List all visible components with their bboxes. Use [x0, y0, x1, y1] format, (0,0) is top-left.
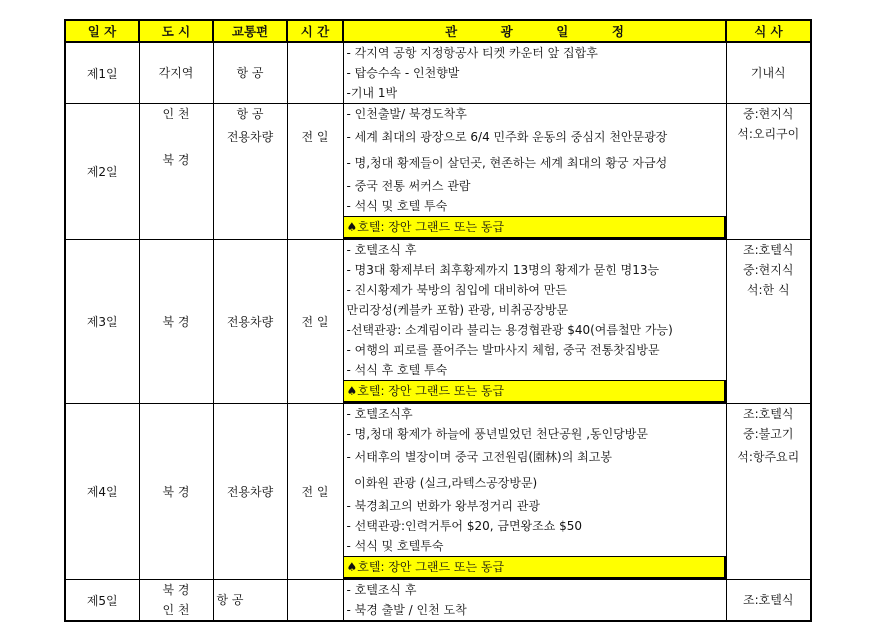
city: 북 경	[162, 314, 190, 329]
meal: 기내식	[750, 66, 786, 80]
schedule-line: - 각지역 공항 지정항공사 티켓 카운터 앞 집합후	[346, 46, 598, 60]
day-label: 제4일	[65, 404, 139, 580]
day-label: 제3일	[65, 240, 139, 404]
hotel-line: ♠호텔: 장안 그랜드 또는 동급	[344, 216, 726, 239]
city: 북 경	[162, 153, 190, 167]
city-cell	[139, 580, 213, 622]
transport: 항 공	[236, 107, 264, 121]
meal: 중:불고기	[743, 427, 794, 441]
schedule-line: 이화원 관광 (실크,라텍스공장방문)	[346, 476, 538, 490]
schedule-line: - 여행의 피로를 풀어주는 발마사지 체험, 중국 전통찻집방문	[346, 343, 660, 357]
spade-icon: ♠	[346, 220, 358, 234]
city: 인 천	[162, 603, 190, 617]
header-transport: 교통편	[213, 20, 287, 42]
itinerary-table	[64, 19, 812, 622]
transport-cell	[213, 42, 287, 104]
time: 전 일	[301, 130, 329, 144]
transport: 전용차량	[226, 314, 274, 329]
schedule-line: - 서태후의 별장이며 중국 고전원림(園林)의 최고봉	[346, 450, 612, 464]
schedule-cell	[343, 404, 726, 580]
schedule-line: - 호텔조식 후	[346, 243, 417, 257]
meal-cell	[726, 104, 811, 240]
meal: 석:한 식	[746, 283, 790, 297]
header-schedule: 관 광 일 정	[343, 20, 726, 42]
transport-cell	[213, 404, 287, 580]
transport-cell	[213, 240, 287, 404]
hotel-line: ♠호텔: 장안 그랜드 또는 동급	[344, 380, 726, 403]
meal: 조:호텔식	[743, 243, 794, 257]
meal: 석:오리구이	[737, 127, 800, 141]
schedule-line: 만리장성(케블카 포함) 관광, 비취공장방문	[346, 303, 569, 317]
meal: 조:호텔식	[743, 593, 794, 607]
transport: 항 공	[236, 66, 264, 80]
schedule-cell	[343, 580, 726, 622]
city-cell	[139, 240, 213, 404]
header-row	[65, 20, 811, 42]
schedule-line: - 세계 최대의 광장으로 6/4 민주화 운동의 중심지 천안문광장	[346, 130, 668, 144]
time-cell	[287, 580, 343, 622]
day-label: 제1일	[65, 42, 139, 104]
header-meal: 식 사	[726, 20, 811, 42]
meal-cell	[726, 404, 811, 580]
meal-cell	[726, 240, 811, 404]
schedule-line: - 북경최고의 번화가 왕부정거리 관광	[346, 499, 540, 513]
transport: 전용차량	[226, 130, 274, 144]
schedule-line: - 명,청대 황제들이 살던곳, 현존하는 세계 최대의 황궁 자금성	[346, 156, 668, 170]
day-row-3	[65, 240, 811, 404]
schedule-line: - 호텔조식 후	[346, 583, 417, 597]
header-day: 일 자	[65, 20, 139, 42]
transport-cell	[213, 104, 287, 240]
meal-cell	[726, 580, 811, 622]
schedule-line: - 인천출발/ 북경도착후	[346, 107, 467, 121]
day-row-1	[65, 42, 811, 104]
meal: 조:호텔식	[743, 407, 794, 421]
schedule-cell	[343, 104, 726, 240]
meal: 중:현지식	[743, 107, 794, 121]
hotel-line: ♠호텔: 장안 그랜드 또는 동급	[344, 556, 726, 579]
spade-icon: ♠	[346, 560, 358, 574]
spade-icon: ♠	[346, 384, 358, 398]
schedule-line: - 석식 후 호텔 투숙	[346, 363, 448, 377]
time-cell: 전 일	[287, 404, 343, 580]
schedule-line: - 탑승수속 - 인천향발	[346, 66, 460, 80]
schedule-line: - 명3대 황제부터 최후황제까지 13명의 황제가 묻힌 명13능	[346, 263, 660, 277]
day-row-2	[65, 104, 811, 240]
schedule-line: - 중국 전통 써커스 관람	[346, 179, 471, 193]
city: 북 경	[162, 583, 190, 597]
day-label: 제5일	[65, 580, 139, 622]
schedule-line: - 진시황제가 북방의 침입에 대비하여 만든	[346, 283, 567, 297]
meal: 중:현지식	[743, 263, 794, 277]
transport: 전용차량	[226, 484, 274, 499]
city-cell	[139, 404, 213, 580]
transport-cell	[213, 580, 287, 622]
header-city: 도 시	[139, 20, 213, 42]
day-label: 제2일	[65, 104, 139, 240]
schedule-line: - 명,청대 황제가 하늘에 풍년빌었던 천단공원 ,동인당방문	[346, 427, 648, 441]
schedule-line: -기내 1박	[346, 86, 398, 100]
schedule-cell	[343, 42, 726, 104]
schedule-cell	[343, 240, 726, 404]
meal: 석:항주요리	[737, 450, 800, 464]
schedule-line: - 석식 및 호텔투숙	[346, 539, 444, 553]
time-cell	[287, 104, 343, 240]
transport: 항 공	[216, 593, 244, 607]
city-cell	[139, 42, 213, 104]
city: 인 천	[162, 107, 190, 121]
schedule-line: -선택관광: 소계림이라 불리는 용경협관광 $40(여름철만 가능)	[346, 323, 673, 337]
schedule-line: - 석식 및 호텔 투숙	[346, 199, 448, 213]
city: 각지역	[158, 66, 194, 80]
meal-cell	[726, 42, 811, 104]
schedule-line: - 선택관광:인력거투어 $20, 금면왕조쇼 $50	[346, 519, 583, 533]
city-cell	[139, 104, 213, 240]
schedule-line: - 북경 출발 / 인천 도착	[346, 603, 467, 617]
city: 북 경	[162, 484, 190, 499]
day-row-5	[65, 580, 811, 622]
day-row-4	[65, 404, 811, 580]
time-cell	[287, 42, 343, 104]
header-time: 시 간	[287, 20, 343, 42]
time-cell: 전 일	[287, 240, 343, 404]
schedule-line: - 호텔조식후	[346, 407, 413, 421]
